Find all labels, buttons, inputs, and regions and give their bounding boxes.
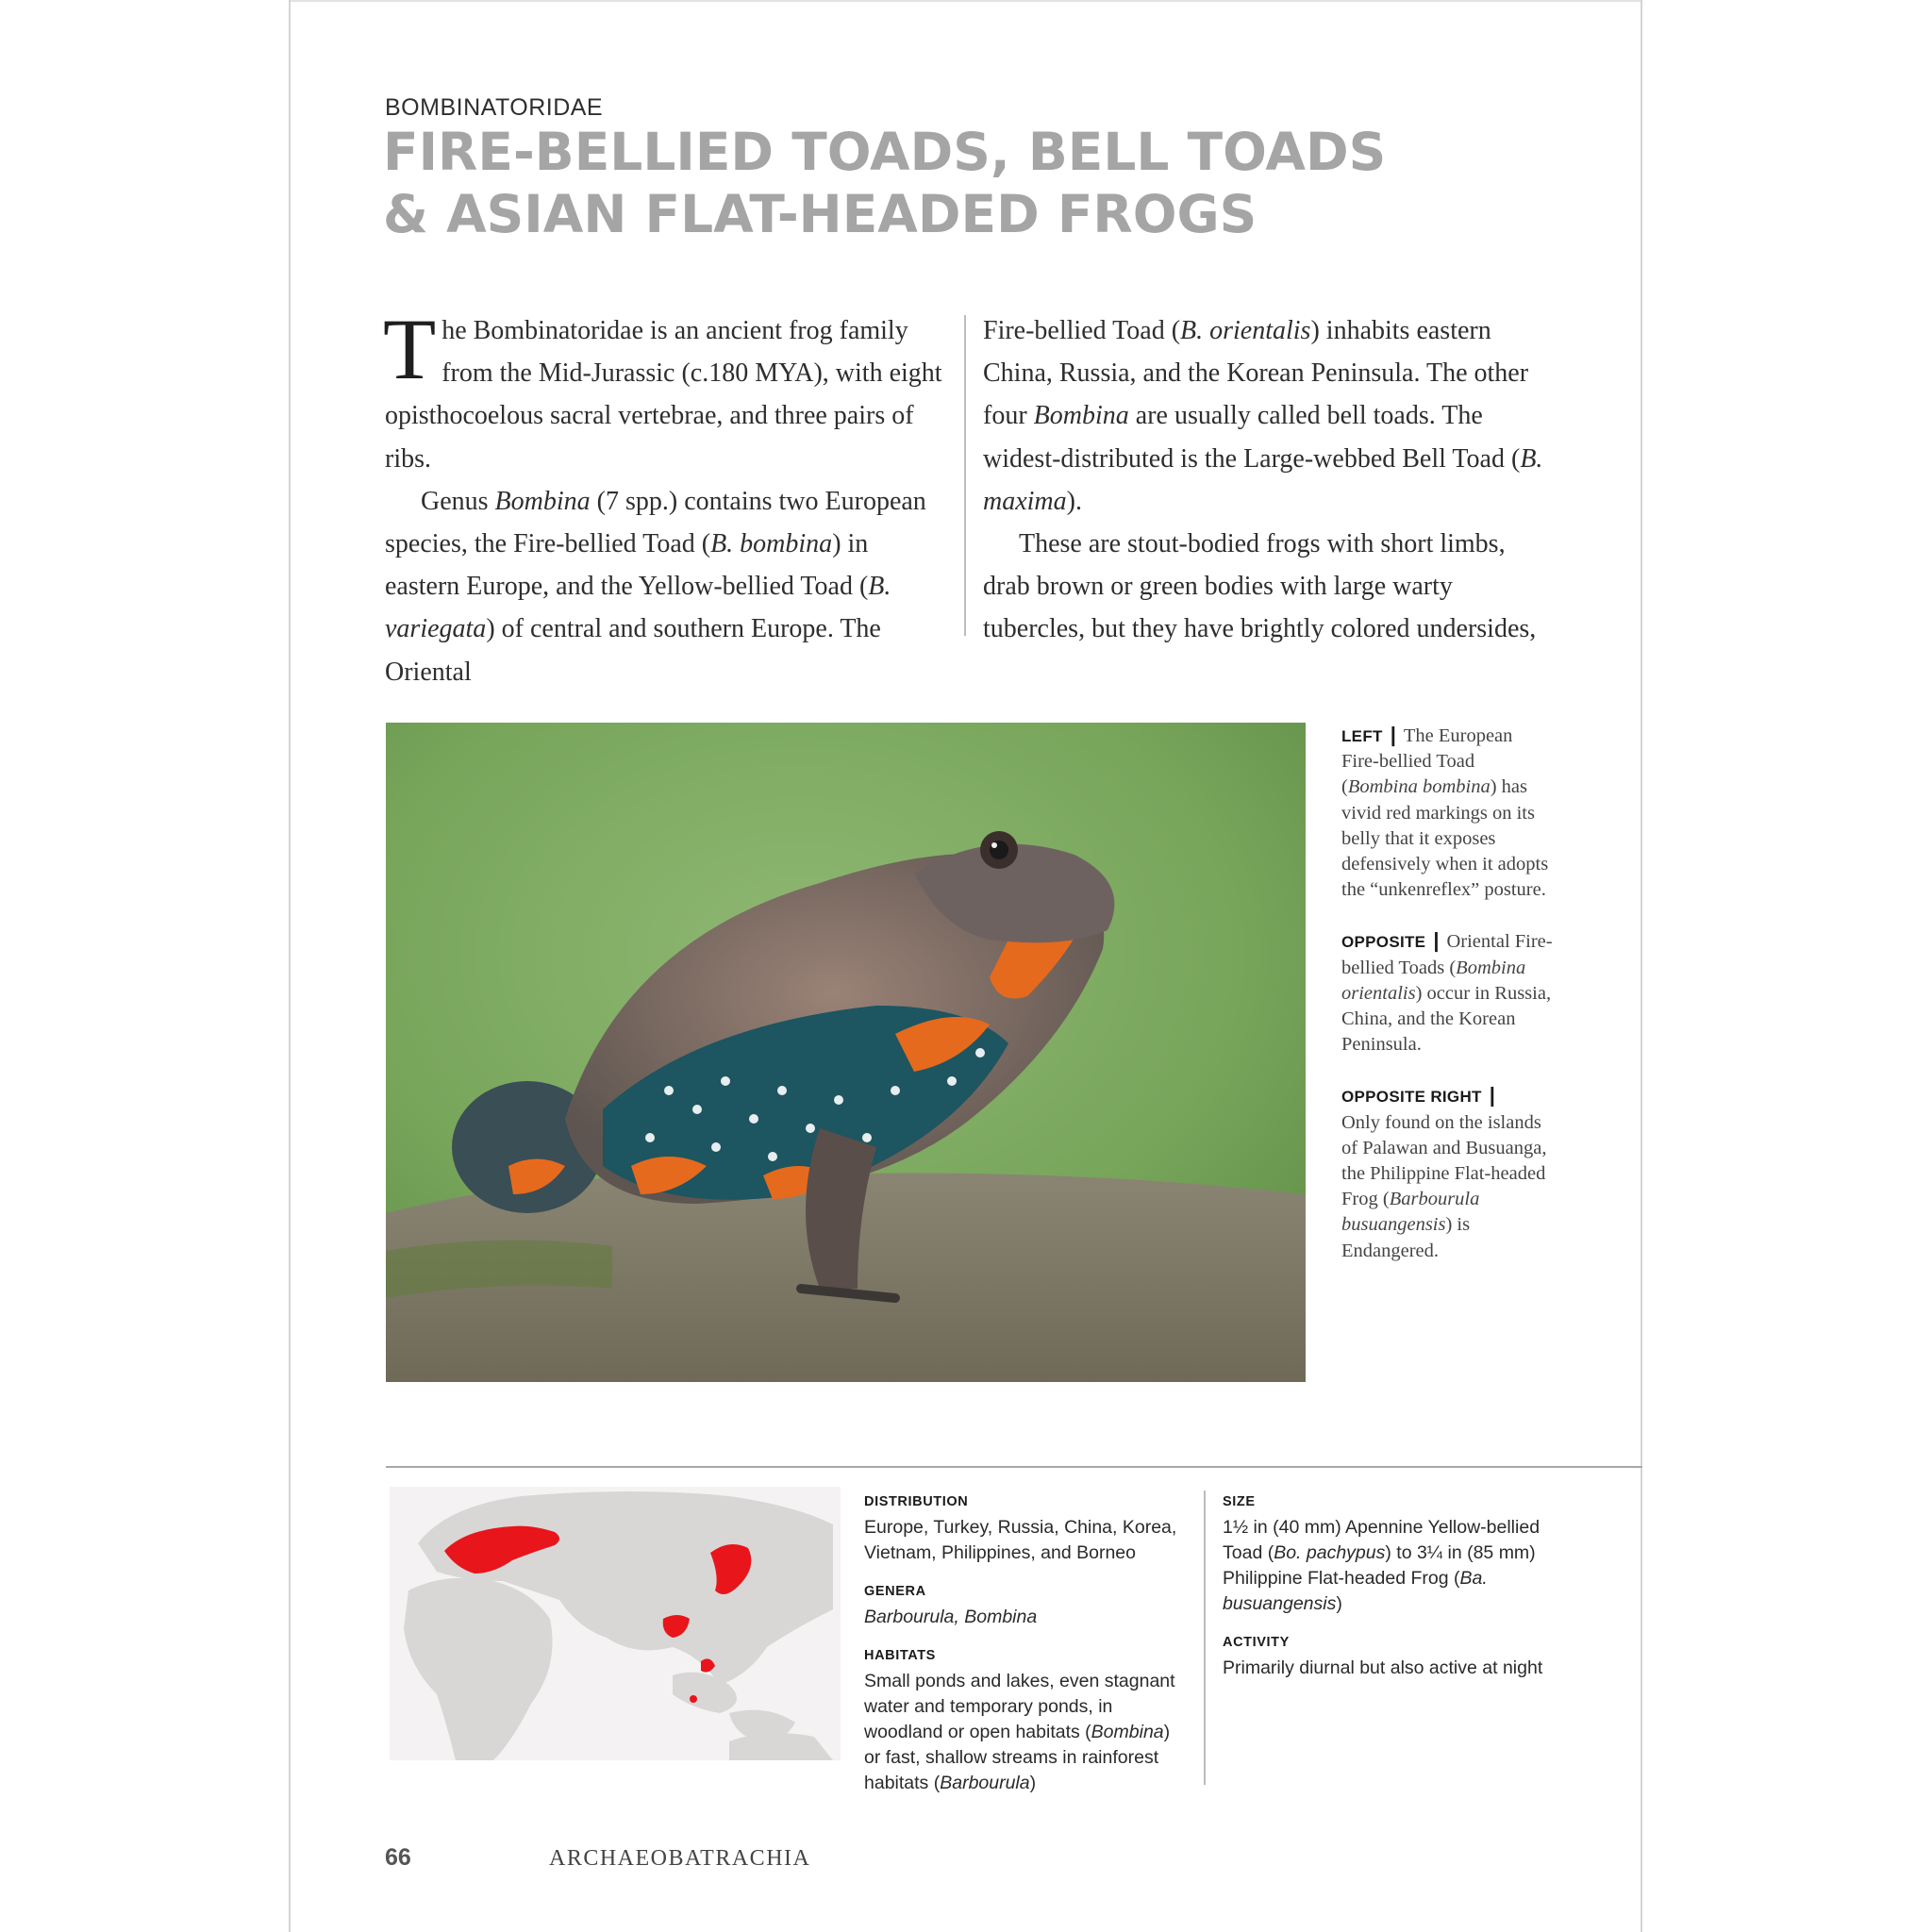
section-rule	[386, 1466, 1642, 1468]
species-name: B. orientalis	[1180, 316, 1311, 345]
fire-bellied-toad-photo	[386, 723, 1306, 1382]
text: ) inhabits eastern China, Russia, and the Korean Peninsula. The other four	[983, 316, 1529, 431]
title-line: FIRE-BELLIED TOADS, BELL TOADS	[383, 122, 1387, 182]
species-name: Ba. busuangensis	[1223, 1568, 1488, 1614]
page-edge	[289, 0, 291, 1932]
photo-captions	[1341, 722, 1554, 1289]
genus-name: Bombina	[494, 486, 591, 516]
text: )	[1029, 1773, 1037, 1793]
caption-left	[1341, 722, 1554, 903]
caption-separator: |	[1489, 1083, 1495, 1108]
caption-label: OPPOSITE	[1341, 933, 1426, 952]
activity-value: Primarily diurnal but also active at night	[1223, 1657, 1543, 1678]
size-value	[1223, 1515, 1543, 1617]
genera-value	[864, 1605, 1185, 1630]
genera-text: Barbourula, Bombina	[864, 1607, 1038, 1627]
page-number: 66	[385, 1844, 411, 1871]
drop-cap: T	[383, 301, 437, 397]
text: ) in eastern Europe, and the Yellow-bellied Toad (	[385, 529, 869, 602]
genus-name: Bombina	[1033, 401, 1129, 431]
species-name: B. maxima	[983, 443, 1543, 516]
facts-column-right	[1223, 1490, 1543, 1694]
facts-divider	[1204, 1491, 1206, 1785]
paragraph: These are stout-bodied frogs with short limbs, drab brown or green bodies with large warty tubercles, but they have brightly colored undersides,	[983, 529, 1537, 644]
world-distribution-map	[390, 1487, 841, 1760]
caption-text: ) has vivid red markings on its belly that it exposes defensively when it adopts the “unkenreflex” posture.	[1341, 776, 1549, 901]
caption-text: The European Fire-bellied Toad (	[1341, 725, 1513, 798]
species-name: B. variegata	[385, 572, 891, 644]
habitats-value	[864, 1669, 1185, 1796]
genus-name: Bombina	[1091, 1722, 1164, 1742]
genus-name: Barbourula	[940, 1773, 1030, 1793]
habitats-label: HABITATS	[864, 1648, 936, 1663]
distribution-value: Europe, Turkey, Russia, China, Korea, Vietnam, Philippines, and Borneo	[864, 1517, 1177, 1563]
text: Small ponds and lakes, even stagnant water and temporary ponds, in woodland or open habitats (	[864, 1671, 1175, 1742]
caption-label: OPPOSITE RIGHT	[1341, 1088, 1482, 1107]
caption-separator: |	[1433, 928, 1440, 953]
column-divider	[964, 315, 966, 636]
text: (7 spp.) contains two European species, the Fire-bellied Toad (	[385, 486, 926, 559]
text: ) to 3¼ in (85 mm) Philippine Flat-headed Frog (	[1223, 1542, 1536, 1589]
distribution-label: DISTRIBUTION	[864, 1494, 969, 1509]
caption-label: LEFT	[1341, 727, 1383, 745]
caption-separator: |	[1390, 723, 1396, 746]
page-edge	[289, 0, 1642, 2]
activity-label: ACTIVITY	[1223, 1635, 1290, 1650]
caption-text: Oriental Fire-bellied Toads (	[1341, 931, 1553, 978]
body-column-right	[983, 309, 1544, 651]
page-edge	[1641, 0, 1642, 1932]
text: ).	[1066, 486, 1082, 516]
caption-text: ) is Endangered.	[1341, 1214, 1471, 1261]
text: ) or fast, shallow streams in rainforest habitats (	[864, 1722, 1171, 1793]
text: Genus	[421, 486, 495, 516]
text: )	[1336, 1593, 1342, 1614]
caption-opposite	[1341, 927, 1554, 1058]
running-head: ARCHAEOBATRACHIA	[549, 1846, 811, 1871]
text: are usually called bell toads. The widest-distributed is the Large-webbed Bell Toad (	[983, 401, 1521, 474]
genera-label: GENERA	[864, 1584, 926, 1599]
facts-column-left	[864, 1490, 1185, 1809]
text: Fire-bellied Toad (	[983, 316, 1181, 345]
text: 1½ in (40 mm) Apennine Yellow-bellied Toad (	[1223, 1517, 1541, 1563]
text: ) of central and southern Europe. The Oriental	[385, 614, 881, 687]
paragraph-text: he Bombinatoridae is an ancient frog family from the Mid-Jurassic (c.180 MYA), with eight opisthocoelous sacral vertebrae, and three pairs of ribs.	[385, 316, 942, 474]
species-name: Bombina orientalis	[1341, 957, 1526, 1004]
caption-text: ) occur in Russia, China, and the Korean Peninsula.	[1341, 982, 1552, 1056]
body-column-left	[383, 301, 946, 693]
caption-opposite-right	[1341, 1082, 1554, 1263]
paragraph	[983, 309, 1544, 523]
title-line: & ASIAN FLAT-HEADED FROGS	[383, 184, 1257, 244]
page-title	[383, 121, 1386, 245]
family-name: BOMBINATORIDAE	[385, 94, 604, 121]
species-name: Bombina bombina	[1347, 776, 1491, 798]
size-label: SIZE	[1223, 1494, 1256, 1509]
species-name: Barbourula busuangensis	[1341, 1189, 1480, 1236]
caption-text: Only found on the islands of Palawan and Busuanga, the Philippine Flat-headed Frog (	[1341, 1111, 1547, 1210]
paragraph	[385, 480, 946, 693]
species-name: B. bombina	[710, 529, 833, 559]
paragraph	[383, 301, 946, 480]
species-name: Bo. pachypus	[1274, 1542, 1386, 1563]
